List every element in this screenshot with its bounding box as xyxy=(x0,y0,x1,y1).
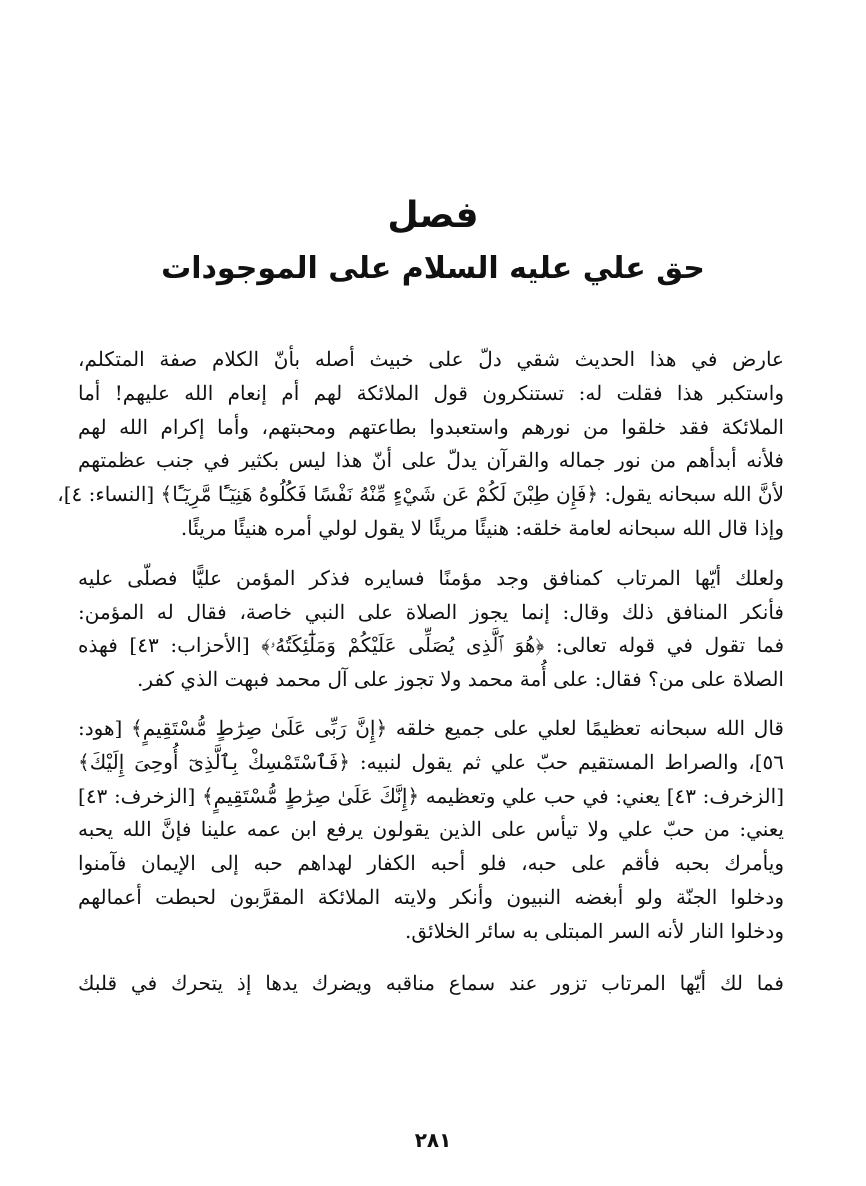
paragraph-1 xyxy=(57,343,784,546)
text-line: عارض في هذا الحديث شقي دلّ على خبيث أصله بأنّ الكلام صفة المتكلم، xyxy=(78,347,784,371)
paragraph-2 xyxy=(78,562,784,697)
text-line: [الزخرف: ٤٣] يعني: في حب علي وتعظيمه ﴿إِنَّكَ عَلَىٰ صِرَٰطٍ مُّسْتَقِيمٍ﴾ [الزخرف: ٤٣] xyxy=(78,783,785,808)
text-line: فما تقول في قوله تعالى: ﴿هُوَ ٱلَّذِى يُصَلِّى عَلَيْكُمْ وَمَلَٰٓئِكَتُهُۥ﴾ [الأحزاب: ٤٣] فهذه xyxy=(78,633,785,658)
text-line: لأنَّ الله سبحانه يقول: ﴿فَإِن طِبْنَ لَكُمْ عَن شَيْءٍ مِّنْهُ نَفْسًا فَكُلُوهُ هَنِيٓـًٔا مَّرِيٓـًٔا﴾ [النساء: ٤]، xyxy=(57,482,784,507)
text-line: واستكبر هذا فقلت له: تستنكرون قول الملائكة لهم أم إنعام الله عليهم! أما xyxy=(78,380,784,405)
text-line: ودخلوا النار لأنه السر المبتلى به سائر الخلائق. xyxy=(404,918,784,943)
page-number: ٢٨١ xyxy=(414,1128,452,1152)
text-line: يعني: من حبّ علي ولا تيأس على الذين يقولون يرفع ابن عمه علينا فإنَّ الله يحبه xyxy=(78,817,785,842)
text-line: قال الله سبحانه تعظيمًا لعلي على جميع خلقه ﴿إِنَّ رَبِّى عَلَىٰ صِرَٰطٍ مُّسْتَقِيمٍ﴾ [هود: xyxy=(78,715,784,740)
text-line: الصلاة على من؟ فقال: على أُمة محمد ولا تجوز على آل محمد فبهت الذي كفر. xyxy=(137,667,784,692)
text-line: ويأمرك بحبه فأقم على حبه، فلو أحبه الكفار لهداهم حبه إلى الإيمان فآمنوا xyxy=(78,851,784,876)
section-heading xyxy=(0,192,866,294)
text-line: الملائكة فقد خلقوا من نورهم واستعبدوا بطاعتهم ومحبتهم، وأما إكرام الله لهم xyxy=(78,414,784,439)
paragraph-3 xyxy=(78,712,784,949)
text-line: فلأنه أبدأهم من نور جماله والقرآن يدلّ على أنّ هذا ليس بكثير في جنب عظمتهم xyxy=(78,448,784,473)
section-title: فصل xyxy=(387,195,479,236)
text-line: ولعلك أيّها المرتاب كمنافق وجد مؤمنًا فسايره فذكر المؤمن عليًّا فصلّى عليه xyxy=(78,565,784,590)
paragraph-4 xyxy=(78,967,784,1001)
text-line: فما لك أيّها المرتاب تزور عند سماع مناقبه ويضرك يدها إذ يتحرك في قلبك xyxy=(78,970,784,995)
section-subtitle: حق علي عليه السلام على الموجودات xyxy=(161,251,705,286)
text-line: فأنكر المنافق ذلك وقال: إنما يجوز الصلاة على النبي خاصة، فقال له المؤمن: xyxy=(78,599,784,624)
body-text xyxy=(57,343,785,1014)
text-line: ودخلوا الجنّة ولو أبغضه النبيون وأنكر ولايته الملائكة المقرَّبون لحبطت أعمالهم xyxy=(78,884,784,909)
text-line: وإذا قال الله سبحانه لعامة خلقه: هنيئًا مريئًا لا يقول لولي أمره هنيئًا مريئًا. xyxy=(180,515,784,540)
text-line: ٥٦]، والصراط المستقيم حبّ علي ثم يقول لنبيه: ﴿فَٱسْتَمْسِكْ بِٱلَّذِىٓ أُوحِىَ إِلَيْكَ﴾ xyxy=(78,749,784,774)
